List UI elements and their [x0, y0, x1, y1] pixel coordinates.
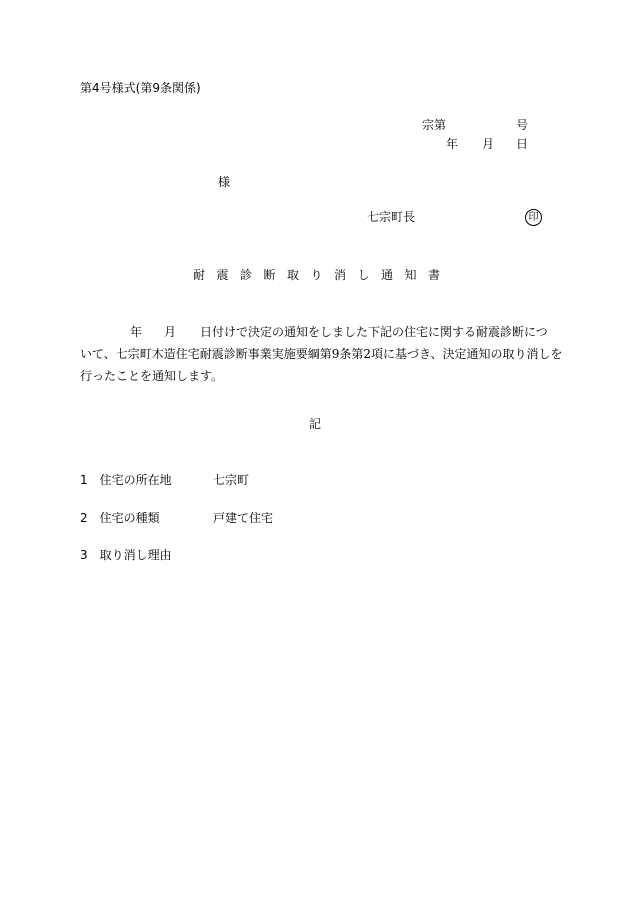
doc-number-suffix: 号: [516, 118, 529, 132]
date-day-label: 日: [516, 137, 529, 151]
body-month-label: 月: [164, 325, 177, 339]
item-number: 3: [80, 548, 88, 562]
ki-heading: 記: [309, 417, 322, 431]
item-reason-label: [80, 548, 172, 562]
body-paragraph: [80, 321, 563, 387]
recipient-honorific: 様: [218, 175, 231, 189]
item-type-label: [80, 511, 160, 525]
item-label: 住宅の種類: [99, 511, 160, 525]
item-location-value: 七宗町: [213, 473, 250, 487]
item-location-label: [80, 473, 172, 487]
date-year-label: 年: [446, 137, 459, 151]
body-line-1: [80, 321, 552, 343]
item-type-value: 戸建て住宅: [213, 511, 274, 525]
item-number: 1: [80, 473, 88, 487]
body-year-label: 年: [129, 325, 142, 339]
body-line-2: いて、七宗町木造住宅耐震診断事業実施要綱第9条第2項に基づき、決定通知の取り消しを: [80, 347, 563, 361]
body-line-3: 行ったことを通知します。: [80, 369, 224, 383]
date-month-label: 月: [482, 137, 495, 151]
form-number: 第4号様式(第9条関係): [80, 81, 201, 95]
doc-number-prefix: 宗第: [422, 118, 447, 132]
body-line-1-text: 日付けで決定の通知をしました下記の住宅に関する耐震診断につ: [200, 325, 548, 339]
document-title: 耐震診断取り消し通知書: [193, 268, 452, 282]
item-label: 取り消し理由: [99, 548, 172, 562]
item-label: 住宅の所在地: [99, 473, 172, 487]
issuer-name: 七宗町長: [367, 210, 416, 224]
seal-stamp-icon: 印: [525, 209, 542, 226]
item-number: 2: [80, 511, 88, 525]
